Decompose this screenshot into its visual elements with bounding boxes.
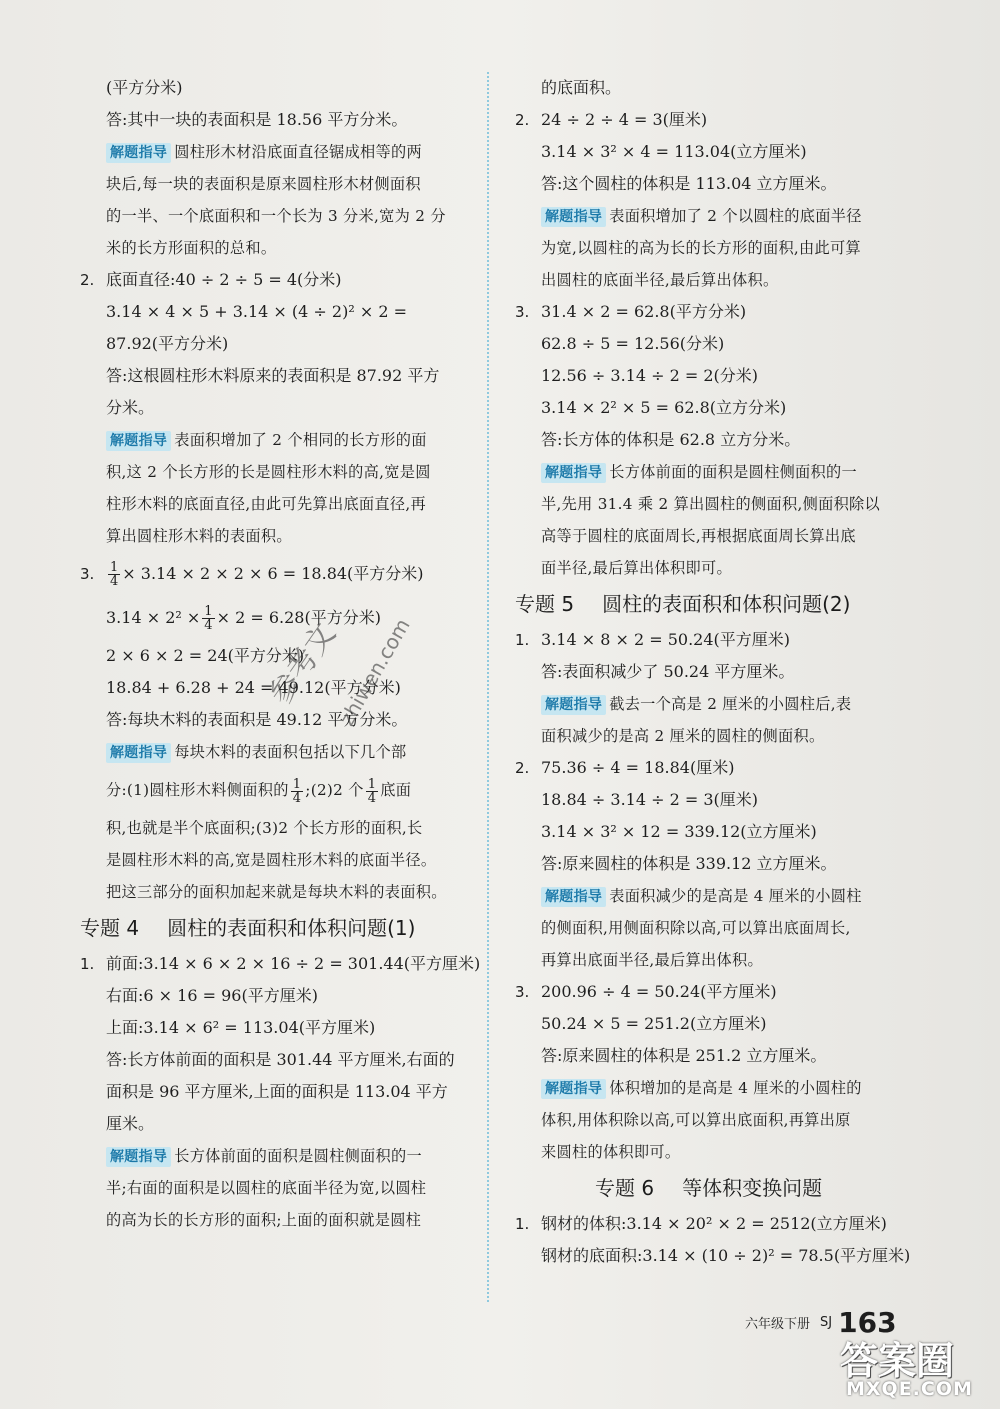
hint-block: 解题指导 体积增加的是高是 4 厘米的小圆柱的 体积,用体积除以高,可以算出底面积,再算出原 来圆柱的体积即可。 [541, 1079, 862, 1161]
fraction: $\frac{1}{4}$ [204, 604, 213, 633]
hint-block: 解题指导 长方体前面的面积是圆柱侧面积的一 半,先用 31.4 乘 2 算出圆柱的侧面积,侧面积除以 高等于圆柱的底面周长,再根据底面周长算出底 面半径,最后算出体积即可。 [541, 463, 881, 577]
q2-line: 2. 底面直径:40 ÷ 2 ÷ 5 = 4(分米) [80, 264, 480, 296]
question-number: 1. [515, 1215, 530, 1233]
fraction: $\frac{1}{4}$ [292, 776, 302, 806]
hint-block: 解题指导 表面积增加了 2 个以圆柱的底面半径 为宽,以圆柱的高为长的长方形的面积,由此可算 出圆柱的底面半径,最后算出体积。 [541, 207, 862, 289]
calc-line: 18.84 ÷ 3.14 ÷ 2 = 3(厘米) [541, 790, 759, 809]
hint-tag: 解题指导 [541, 695, 606, 715]
q3-line: 3. 200.96 ÷ 4 = 50.24(平方厘米) [515, 976, 915, 1008]
calc-line: 50.24 × 5 = 251.2(立方厘米) [541, 1014, 767, 1033]
section-heading: 专题 6 等体积变换问题 [595, 1176, 823, 1200]
right-column [515, 72, 915, 1272]
calc-line: 87.92(平方分米) [106, 334, 229, 353]
grade-label: 六年级下册 [745, 1317, 811, 1332]
site-logo: 答案圈 [840, 1339, 955, 1383]
calc-line: 3.14 × 3² × 4 = 113.04(立方厘米) [541, 142, 807, 161]
answer-line: 答:表面积减少了 50.24 平方厘米。 [541, 662, 795, 681]
q2-line: 2. 24 ÷ 2 ÷ 4 = 3(厘米) [515, 104, 915, 136]
answer-line: 答:其中一块的表面积是 18.56 平方分米。 [106, 110, 408, 129]
q3-line: 3. 31.4 × 2 = 62.8(平方分米) [515, 296, 915, 328]
calc-line: 2 × 6 × 2 = 24(平方分米) [106, 646, 305, 665]
stamp-watermark: 参考文 [262, 617, 344, 711]
section-heading: 专题 4 圆柱的表面积和体积问题(1) [80, 916, 416, 940]
question-number: 3. [515, 303, 530, 321]
calc-line: 钢材的底面积:3.14 × (10 ÷ 2)² = 78.5(平方厘米) [541, 1246, 911, 1265]
continued-line: 的底面积。 [541, 78, 622, 97]
answer-line: 答:每块木料的表面积是 49.12 平方分米。 [106, 710, 408, 729]
calc-line: 12.56 ÷ 3.14 ÷ 2 = 2(分米) [541, 366, 759, 385]
hint-tag: 解题指导 [541, 463, 606, 483]
question-number: 1. [80, 955, 95, 973]
question-number: 2. [80, 271, 95, 289]
question-number: 2. [515, 111, 530, 129]
hint-tag: 解题指导 [106, 743, 171, 763]
question-number: 2. [515, 759, 530, 777]
hint-block: 解题指导 每块木料的表面积包括以下几个部 分:(1)圆柱形木料侧面积的 $\frac{1}{4}$ ;(2)2 个 $\frac{1}{4}$ 底面 积,也就是半个底面积;(3)2 个长方形的面积,长 是圆柱形木料的高,宽是圆柱形木料的底面半径。 把这三部分的面积加起来就是每块木料的表面积。 [106, 743, 447, 901]
hint-tag: 解题指导 [106, 1147, 171, 1167]
answer-line: 答:原来圆柱的体积是 251.2 立方厘米。 [541, 1046, 827, 1065]
hint-tag: 解题指导 [541, 207, 606, 227]
answer-line: 分米。 [106, 398, 155, 417]
site-logo-url: MXQE.COM [846, 1378, 973, 1400]
edition-label: SJ [820, 1315, 833, 1330]
hint-tag: 解题指导 [106, 143, 171, 163]
hint-tag: 解题指导 [541, 887, 606, 907]
calc-line: 3.14 × 3² × 12 = 339.12(立方厘米) [541, 822, 817, 841]
question-number: 3. [80, 565, 95, 583]
answer-line: 厘米。 [106, 1114, 155, 1133]
answer-line: 答:这根圆柱形木料原来的表面积是 87.92 平方 [106, 366, 440, 385]
calc-line: 3.14 × 4 × 5 + 3.14 × (4 ÷ 2)² × 2 = [106, 302, 408, 321]
question-number: 1. [515, 631, 530, 649]
hint-block: 解题指导 截去一个高是 2 厘米的小圆柱后,表 面积减少的是高 2 厘米的圆柱的侧面积。 [541, 695, 852, 745]
fraction: $\frac{1}{4}$ [110, 560, 119, 589]
hint-block: 解题指导 圆柱形木材沿底面直径锯成相等的两 块后,每一块的表面积是原来圆柱形木材侧面积 的一半、一个底面积和一个长为 3 分米,宽为 2 分 米的长方形面积的总和。 [106, 143, 446, 257]
calc-line: 右面:6 × 16 = 96(平方厘米) [106, 986, 318, 1005]
stamp-watermark-url: zhiwen.com [334, 614, 415, 730]
column-divider [487, 72, 489, 1302]
q1-line: 1. 前面:3.14 × 6 × 2 × 16 ÷ 2 = 301.44(平方厘米) [80, 948, 480, 980]
q1-line: 1. 钢材的体积:3.14 × 20² × 2 = 2512(立方厘米) [515, 1208, 915, 1240]
calc-line: 3.14 × 2² × $\frac{1}{4}$ × 2 = 6.28(平方分米) [106, 604, 381, 633]
q1-line: 1. 3.14 × 8 × 2 = 50.24(平方厘米) [515, 624, 915, 656]
fraction: $\frac{1}{4}$ [367, 776, 377, 806]
hint-block: 解题指导 表面积增加了 2 个相同的长方形的面 积,这 2 个长方形的长是圆柱形木料的高,宽是圆 柱形木料的底面直径,由此可先算出底面直径,再 算出圆柱形木料的表面积。 [106, 431, 431, 545]
hint-block: 解题指导 长方体前面的面积是圆柱侧面积的一 半;右面的面积是以圆柱的底面半径为宽,以圆柱 的高为长的长方形的面积;上面的面积就是圆柱 [106, 1147, 427, 1229]
answer-line: 答:长方体的体积是 62.8 立方分米。 [541, 430, 801, 449]
calc-line: 上面:3.14 × 6² = 113.04(平方厘米) [106, 1018, 376, 1037]
answer-line: 面积是 96 平方厘米,上面的面积是 113.04 平方 [106, 1082, 448, 1101]
calc-line: 62.8 ÷ 5 = 12.56(分米) [541, 334, 725, 353]
question-number: 3. [515, 983, 530, 1001]
answer-line: 答:长方体前面的面积是 301.44 平方厘米,右面的 [106, 1050, 455, 1069]
section-heading: 专题 5 圆柱的表面积和体积问题(2) [515, 592, 851, 616]
hint-tag: 解题指导 [541, 1079, 606, 1099]
calc-line: 18.84 + 6.28 + 24 = 49.12(平方分米) [106, 678, 401, 697]
hint-tag: 解题指导 [106, 431, 171, 451]
q2-line: 2. 75.36 ÷ 4 = 18.84(厘米) [515, 752, 915, 784]
q3-line: 3. $\frac{1}{4}$ × 3.14 × 2 × 2 × 6 = 18.84(平方分米) [80, 552, 480, 596]
hint-block: 解题指导 表面积减少的是高是 4 厘米的小圆柱 的侧面积,用侧面积除以高,可以算出底面周长, 再算出底面半径,最后算出体积。 [541, 887, 862, 969]
calc-line: 3.14 × 2² × 5 = 62.8(立方分米) [541, 398, 787, 417]
unit-line: (平方分米) [106, 78, 183, 97]
answer-line: 答:这个圆柱的体积是 113.04 立方厘米。 [541, 174, 837, 193]
answer-line: 答:原来圆柱的体积是 339.12 立方厘米。 [541, 854, 837, 873]
page-number: 163 [838, 1306, 897, 1339]
